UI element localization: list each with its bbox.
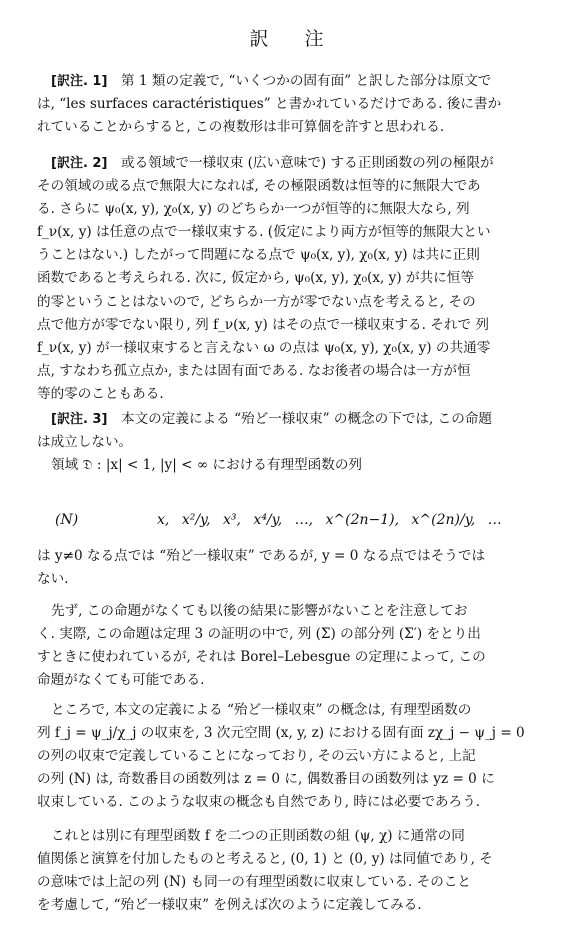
seq-item: x^(2n)/y, [411, 512, 476, 528]
paragraph-5 [37, 699, 541, 814]
note-2-line: 等的零のこともある. [37, 385, 164, 402]
note-1-text: 第 1 類の定義で, “いくつかの固有面” と訳した部分は原文で [121, 73, 492, 89]
title-char-1: 訳 [249, 28, 269, 50]
sequence-display [37, 500, 541, 546]
note-2-line: その領域の或る点で無限大になれば, その極限函数は恒等的に無限大であ [37, 178, 481, 195]
note-3 [37, 408, 541, 477]
sequence-tag: (N) [55, 512, 79, 528]
para-5-line: 収束している. このような収束の概念も自然であり, 時には必要であろう. [37, 794, 481, 811]
note-1 [37, 70, 541, 139]
note-2-line: 的零ということはないので, どちらか一方が零でない点を考えると, その [37, 293, 476, 310]
note-2-line [37, 152, 541, 175]
note-1-line: れていることからすると, この複数形は非可算個を許すと思われる. [37, 119, 445, 136]
note-2-line: 点で他方が零でない限り, 列 f_ν(x, y) はその点で一様収束する. それで 列 [37, 316, 489, 333]
note-3-line: は成立しない。 [37, 434, 133, 451]
paragraph-6 [37, 825, 541, 917]
para-6-line: 値関係と演算を付加したものと考えると, (0, 1) と (0, y) は同値であり, そ [37, 851, 493, 868]
para-5-line: の列 (N) は, 奇数番目の函数列は z = 0 に, 偶数番目の函数列は yz = 0 に [37, 771, 495, 788]
seq-item: x^(2n−1), [325, 512, 400, 528]
page-title [0, 24, 573, 51]
note-3-after-line: ない. [37, 571, 69, 588]
note-2-line: 点, すなわち孤立点か, または固有面である. なお後者の場合は一方が恒 [37, 362, 471, 379]
note-3-continued [37, 545, 541, 591]
seq-item: x⁴/y, [253, 512, 283, 528]
note-3-label: [訳注. 3] [51, 412, 108, 427]
note-3-after-line: は y≠0 なる点では “殆ど一様収束” であるが, y = 0 なる点ではそうでは [37, 548, 486, 564]
para-6-line: の意味では上記の列 (N) も同一の有理型函数に収束している. そのこと [37, 874, 472, 891]
seq-item: …, [294, 512, 314, 528]
para-6-line: を考慮して, “殆ど一様収束” を例えば次のように定義してみる. [37, 897, 422, 914]
para-4-line: 先ず, この命題がなくても以後の結果に影響がないことを注意してお [51, 603, 468, 619]
para-5-line: 列 f_j = ψ_j/χ_j の収束を, 3 次元空間 (x, y, z) における固有面 zχ_j − ψ_j = 0 [37, 725, 525, 742]
seq-item: x³, [223, 512, 241, 528]
note-2-line: うことはない.) したがって問題になる点で ψ₀(x, y), χ₀(x, y) は共に正則 [37, 247, 480, 264]
para-4-line: 命題がなくても可能である. [37, 672, 205, 689]
note-1-line [37, 70, 541, 93]
seq-item: x, [157, 512, 170, 528]
note-3-text: 本文の定義による “殆ど一様収束” の概念の下では, この命題 [121, 411, 493, 427]
note-2-line: f_ν(x, y) は任意の点で一様収束する. (仮定により両方が恒等的無限大とい [37, 224, 491, 241]
note-2-line: f_ν(x, y) が一様収束すると言えない ω の点は ψ₀(x, y), χ₀(x, y) の共通零 [37, 339, 491, 356]
domain-line: 領域 𝔇 : |x| < 1, |y| < ∞ における有理型函数の列 [51, 457, 363, 474]
para-6-line: これとは別に有理型函数 f を二つの正則函数の組 (ψ, χ) に通常の同 [51, 828, 465, 844]
para-4-line: く. 実際, この命題は定理 3 の証明の中で, 列 (Σ) の部分列 (Σ′) をとり出 [37, 626, 481, 643]
paragraph-4 [37, 600, 541, 692]
note-2-line: 函数であると考えられる. 次に, 仮定から, ψ₀(x, y), χ₀(x, y) が共に恒等 [37, 270, 474, 287]
para-5-line: ところで, 本文の定義による “殆ど一様収束” の概念は, 有理型函数の [51, 702, 472, 718]
para-4-line: すときに使われているが, それは Borel–Lebesgue の定理によって, この [37, 649, 486, 666]
sequence-items [157, 500, 510, 528]
note-1-line: は, “les surfaces caractéristiques” と書かれているだけである. 後に書か [37, 96, 502, 113]
seq-item: … [487, 512, 502, 528]
note-2-line: る. さらに ψ₀(x, y), χ₀(x, y) のどちらか一つが恒等的に無限大なら, 列 [37, 201, 470, 218]
para-5-line: の列の収束で定義していることになっており, その云い方によると, 上記 [37, 748, 476, 765]
note-3-line [37, 408, 541, 431]
note-2-text: 或る領域で一様収束 (広い意味で) する正則函数の列の極限が [121, 155, 494, 171]
note-1-label: [訳注. 1] [51, 74, 108, 89]
note-2 [37, 152, 541, 406]
note-2-label: [訳注. 2] [51, 156, 108, 171]
seq-item: x²/y, [181, 512, 211, 528]
title-char-2: 注 [304, 28, 324, 50]
